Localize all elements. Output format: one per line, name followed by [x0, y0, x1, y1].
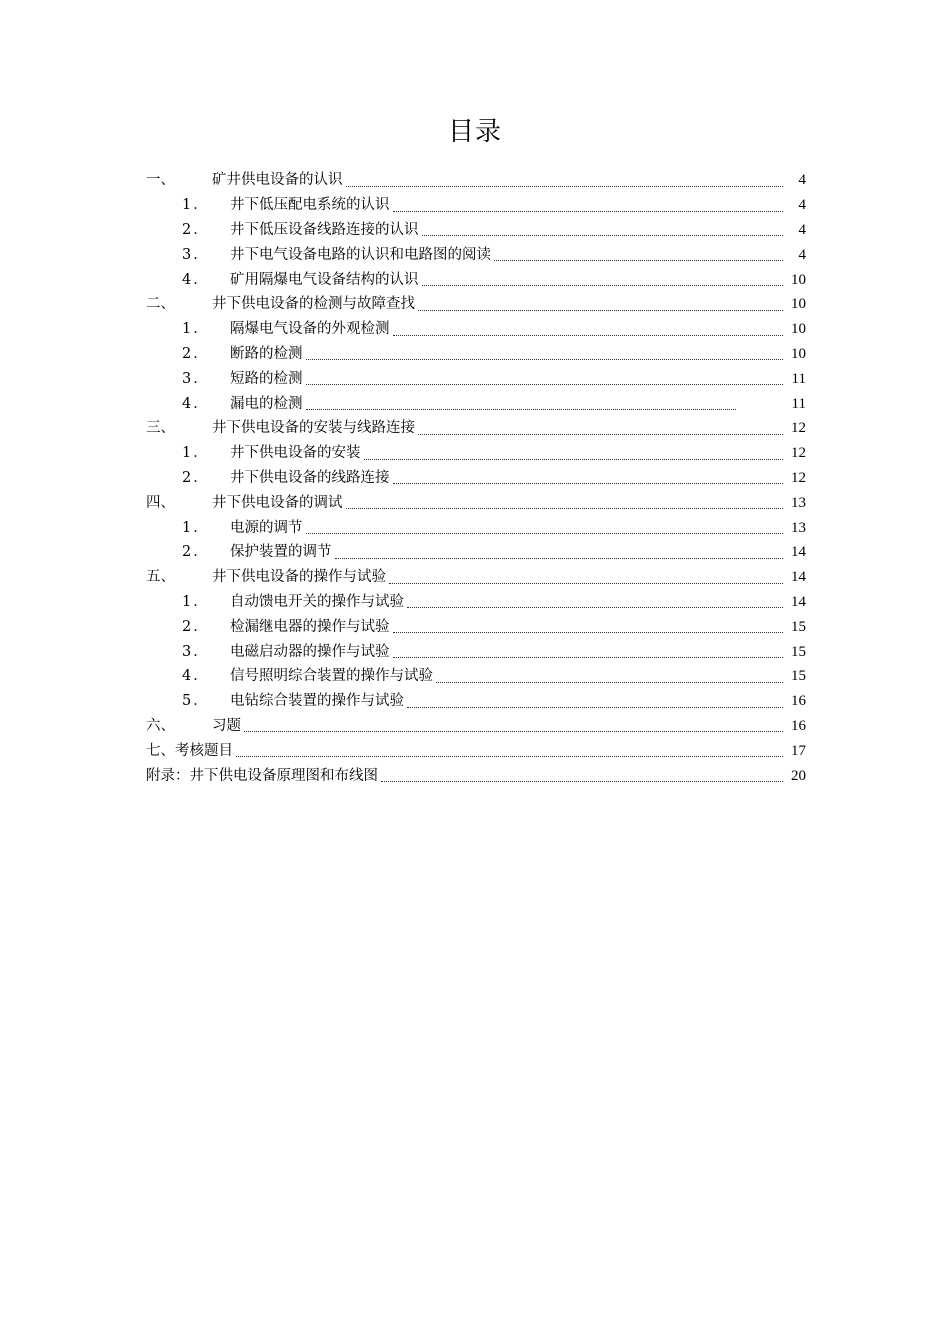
toc-entry[interactable]: [146, 664, 806, 689]
toc-entry-page: 12: [791, 469, 806, 486]
dot-leader: [494, 259, 783, 261]
dot-leader: [436, 681, 783, 683]
toc-entry-page: 17: [791, 742, 806, 759]
toc-entry[interactable]: [146, 565, 806, 590]
dot-leader: [418, 433, 783, 435]
dot-leader: [407, 706, 783, 708]
toc-entry[interactable]: [146, 614, 806, 639]
toc-entry-number: 五、: [146, 569, 175, 586]
toc-entry-title: 井下供电设备的调试: [212, 494, 343, 511]
toc-entry-page: 4: [798, 172, 806, 189]
toc-entry[interactable]: [146, 441, 806, 466]
toc-entry-title: 电磁启动器的操作与试验: [230, 643, 390, 660]
dot-leader: [393, 631, 784, 633]
toc-entry-title: 隔爆电气设备的外观检测: [230, 321, 390, 338]
toc-entry[interactable]: [146, 763, 806, 788]
toc-entry[interactable]: [146, 714, 806, 739]
toc-entry-page: 14: [791, 544, 806, 561]
dot-leader: [346, 507, 784, 509]
toc-entry-title: 漏电的检测: [230, 395, 303, 412]
toc-entry-title: 检漏继电器的操作与试验: [230, 618, 390, 635]
toc-entry-title: 七、考核题目: [146, 742, 233, 759]
toc-entry[interactable]: [146, 416, 806, 441]
dot-leader: [389, 582, 783, 584]
toc-entry-page: 16: [791, 693, 806, 710]
toc-entry-page: 10: [791, 345, 806, 362]
toc-entry-page: 12: [791, 445, 806, 462]
toc-entry-page: 14: [791, 593, 806, 610]
dot-leader: [422, 234, 784, 236]
toc-entry-number: 4．: [182, 271, 210, 288]
dot-leader: [236, 755, 783, 757]
toc-entry-page: 15: [791, 643, 806, 660]
page-title: 目录: [447, 117, 502, 147]
toc-entry-page: 15: [791, 668, 806, 685]
dot-leader: [306, 408, 737, 410]
dot-leader: [335, 557, 784, 559]
toc-entry-number: 4．: [182, 668, 210, 685]
toc-entry-page: 10: [791, 321, 806, 338]
toc-entry[interactable]: [146, 193, 806, 218]
toc-entry[interactable]: [146, 317, 806, 342]
toc-entry-page: 14: [791, 569, 806, 586]
toc-entry-title: 井下供电设备的操作与试验: [212, 569, 386, 586]
dot-leader: [418, 309, 783, 311]
toc-entry-page: 20: [791, 767, 806, 784]
dot-leader: [393, 482, 784, 484]
toc-entry-number: 三、: [146, 420, 175, 437]
toc-entry[interactable]: [146, 168, 806, 193]
toc-entry-number: 2．: [182, 345, 210, 362]
toc-entry-page: 10: [791, 296, 806, 313]
toc-entry-number: 六、: [146, 717, 175, 734]
toc-entry[interactable]: [146, 342, 806, 367]
toc-entry[interactable]: [146, 267, 806, 292]
toc-entry-number: 二、: [146, 296, 175, 313]
toc-entry-title: 电源的调节: [230, 519, 303, 536]
toc-entry-page: 16: [791, 717, 806, 734]
toc-entry-page: 13: [791, 519, 806, 536]
dot-leader: [381, 780, 783, 782]
toc-entry-number: 1．: [182, 519, 210, 536]
toc-entry-page: 10: [791, 271, 806, 288]
toc-entry-page: 4: [798, 197, 806, 214]
toc-entry[interactable]: [146, 590, 806, 615]
toc-entry[interactable]: [146, 738, 806, 763]
dot-leader: [306, 532, 784, 534]
toc-entry-number: 4．: [182, 395, 210, 412]
toc-entry[interactable]: [146, 515, 806, 540]
toc-entry-title: 习题: [212, 717, 241, 734]
toc-entry-number: 1．: [182, 445, 210, 462]
toc-entry-title: 井下电气设备电路的认识和电路图的阅读: [230, 246, 491, 263]
toc-entry[interactable]: [146, 540, 806, 565]
toc-entry-page: 4: [798, 246, 806, 263]
table-of-contents: [146, 168, 806, 788]
toc-entry-page: 15: [791, 618, 806, 635]
toc-entry[interactable]: [146, 490, 806, 515]
toc-entry-number: 2．: [182, 544, 210, 561]
toc-entry-number: 3．: [182, 370, 210, 387]
dot-leader: [407, 606, 783, 608]
toc-entry[interactable]: [146, 242, 806, 267]
toc-entry-number: 3．: [182, 643, 210, 660]
dot-leader: [393, 656, 784, 658]
toc-entry[interactable]: [146, 366, 806, 391]
toc-entry-title: 自动馈电开关的操作与试验: [230, 593, 404, 610]
toc-entry-number: 2．: [182, 469, 210, 486]
toc-entry-title: 井下供电设备的安装与线路连接: [212, 420, 415, 437]
dot-leader: [306, 383, 784, 385]
toc-entry-title: 电钻综合装置的操作与试验: [230, 693, 404, 710]
toc-entry[interactable]: [146, 689, 806, 714]
toc-entry[interactable]: [146, 639, 806, 664]
dot-leader: [306, 358, 784, 360]
toc-entry-number: 四、: [146, 494, 175, 511]
toc-entry-number: 1．: [182, 593, 210, 610]
toc-entry-page: 12: [791, 420, 806, 437]
toc-entry-number: 一、: [146, 172, 175, 189]
toc-entry-page: 4: [798, 221, 806, 238]
toc-entry-number: 1．: [182, 197, 210, 214]
toc-entry-title: 井下供电设备的线路连接: [230, 469, 390, 486]
toc-entry-title: 井下供电设备的安装: [230, 445, 361, 462]
toc-entry-number: 2．: [182, 221, 210, 238]
dot-leader: [393, 334, 784, 336]
toc-entry-title: 井下低压设备线路连接的认识: [230, 221, 419, 238]
toc-entry-number: 1．: [182, 321, 210, 338]
toc-entry-title: 信号照明综合装置的操作与试验: [230, 668, 433, 685]
toc-entry-title: 断路的检测: [230, 345, 303, 362]
dot-leader: [244, 730, 783, 732]
toc-entry-number: 5．: [182, 693, 210, 710]
dot-leader: [364, 458, 784, 460]
toc-entry-page: 11: [791, 395, 806, 412]
toc-entry-title: 矿用隔爆电气设备结构的认识: [230, 271, 419, 288]
toc-entry-title: 井下低压配电系统的认识: [230, 197, 390, 214]
toc-entry[interactable]: [146, 466, 806, 491]
toc-entry-title: 井下供电设备的检测与故障查找: [212, 296, 415, 313]
toc-entry[interactable]: [146, 292, 806, 317]
dot-leader: [346, 185, 784, 187]
toc-entry-title: 附录：井下供电设备原理图和布线图: [146, 767, 378, 784]
toc-entry-title: 短路的检测: [230, 370, 303, 387]
toc-entry-page: 13: [791, 494, 806, 511]
dot-leader: [393, 210, 784, 212]
toc-entry-number: 3．: [182, 246, 210, 263]
toc-entry[interactable]: [146, 391, 806, 416]
toc-entry[interactable]: [146, 218, 806, 243]
toc-entry-title: 保护装置的调节: [230, 544, 332, 561]
toc-entry-page: 11: [791, 370, 806, 387]
toc-entry-number: 2．: [182, 618, 210, 635]
dot-leader: [422, 284, 784, 286]
toc-entry-title: 矿井供电设备的认识: [212, 172, 343, 189]
